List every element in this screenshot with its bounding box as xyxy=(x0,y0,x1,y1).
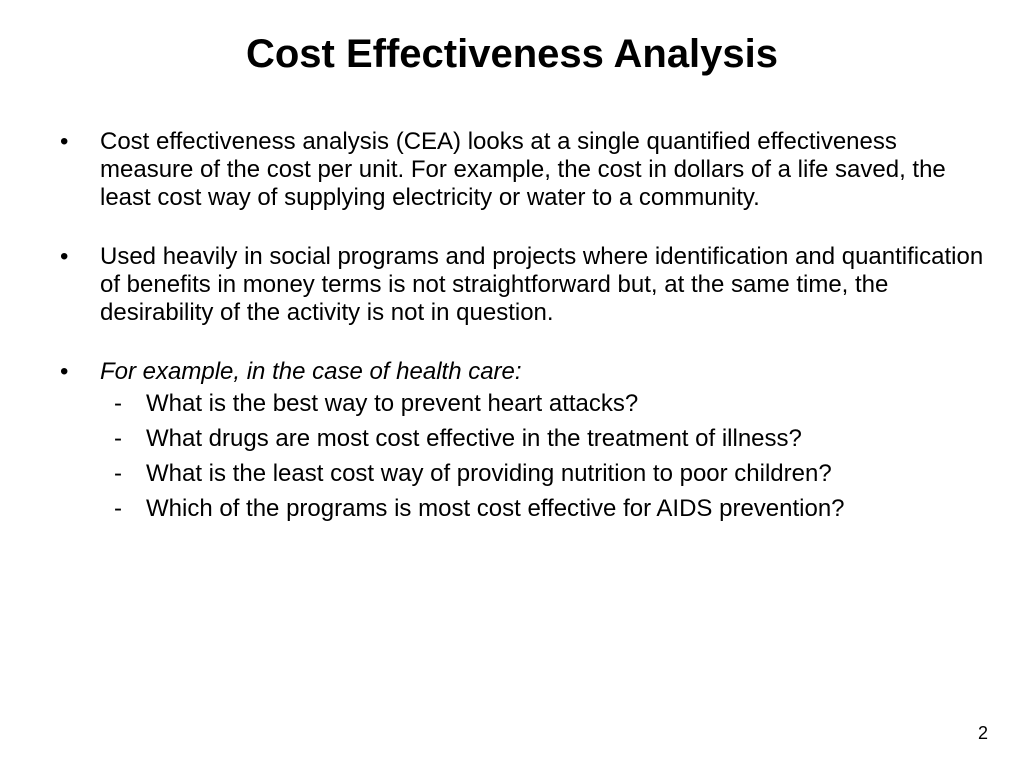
bullet-marker: • xyxy=(60,243,69,270)
sub-item-drugs xyxy=(100,425,988,453)
sub-item-text: Which of the programs is most cost effective for AIDS prevention? xyxy=(146,495,845,522)
sub-bullet-list xyxy=(100,390,988,523)
sub-item-marker: - xyxy=(114,495,122,522)
sub-item-marker: - xyxy=(114,460,122,487)
page-number: 2 xyxy=(977,723,988,743)
bullet-text: Used heavily in social programs and projects where identification and quantification of benefits in money terms is not straightforward but, at the same time, the desirability of the activity is not in question. xyxy=(100,243,984,326)
bullet-text: Cost effectiveness analysis (CEA) looks at a single quantified effectiveness measure of the cost per unit. For example, the cost in dollars of a life saved, the least cost way of supplying electricity or water to a community. xyxy=(100,128,946,211)
sub-item-text: What is the least cost way of providing nutrition to poor children? xyxy=(146,460,832,487)
bullet-item-health-care-example xyxy=(58,358,988,523)
sub-item-marker: - xyxy=(114,425,122,452)
bullet-item-social-programs xyxy=(58,243,988,327)
sub-item-heart-attacks xyxy=(100,390,988,418)
bullet-marker: • xyxy=(60,358,69,385)
sub-item-nutrition xyxy=(100,460,988,488)
bullet-text: For example, in the case of health care: xyxy=(100,358,522,385)
sub-item-marker: - xyxy=(114,390,122,417)
sub-item-text: What drugs are most cost effective in the treatment of illness? xyxy=(146,425,802,452)
sub-item-aids-prevention xyxy=(100,495,988,523)
bullet-list xyxy=(58,128,988,554)
bullet-marker: • xyxy=(60,128,69,155)
bullet-item-cea-definition xyxy=(58,128,988,212)
sub-item-text: What is the best way to prevent heart attacks? xyxy=(146,390,639,417)
slide-title: Cost Effectiveness Analysis xyxy=(245,32,779,76)
